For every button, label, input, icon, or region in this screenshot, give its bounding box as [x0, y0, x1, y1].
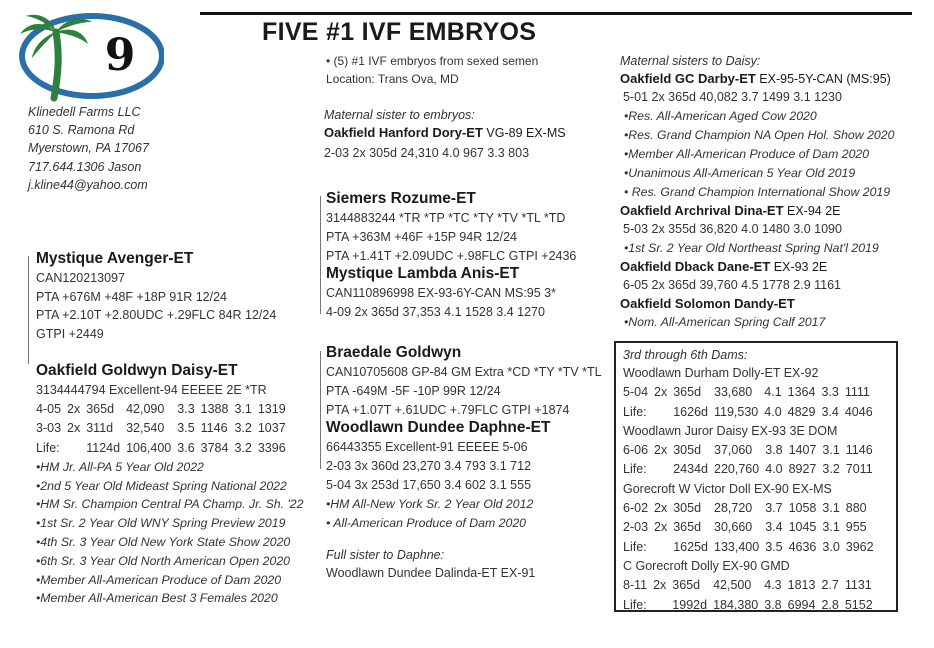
honor-item: • All-American Produce of Dam 2020	[326, 515, 527, 530]
table-row	[36, 419, 292, 438]
lactation-record: 5-04 3x 253d 17,650 3.4 602 3.1 555	[326, 478, 532, 492]
cell: 32,540	[126, 421, 165, 436]
dam-name: Gorecroft W Victor Doll	[623, 481, 751, 496]
cell: 1037	[257, 421, 286, 436]
cell: 1146	[200, 421, 228, 436]
cell: 3962	[845, 539, 874, 554]
cell: 4829	[787, 404, 816, 419]
dam-name: Oakfield Goldwyn Daisy-ET	[36, 362, 238, 379]
section-label: 3rd through 6th Dams:	[623, 348, 748, 362]
cell: 4-05	[36, 402, 62, 416]
cell: 365d	[673, 385, 702, 400]
cell: 2x	[67, 421, 81, 436]
honor-item: •2nd 5 Year Old Mideast Spring National 2022	[36, 478, 287, 493]
honor-item: •HM Sr. Champion Central PA Champ. Jr. Sh. '22	[36, 497, 304, 512]
cell: 42,090	[126, 402, 165, 416]
cell: 3.8	[765, 443, 783, 458]
maternal-sisters-daisy	[620, 52, 894, 332]
cow-class: EX-93 2E	[770, 260, 828, 274]
farm-city: Myerstown, PA 17067	[28, 141, 149, 156]
palm-tree-icon	[20, 15, 92, 98]
cell: 1992d	[672, 597, 708, 612]
table-row	[623, 518, 880, 537]
dam-records	[623, 383, 879, 422]
lactation-record: 2-03 2x 305d 24,310 4.0 967 3.3 803	[324, 146, 530, 160]
cell: 1045	[788, 520, 817, 535]
honor-item: •Member All-American Produce of Dam 2020	[36, 572, 282, 587]
cell: Life:	[36, 440, 60, 455]
sire-name: Braedale Goldwyn	[326, 344, 462, 361]
cell: 119,530	[714, 404, 759, 419]
section-label: Full sister to Daphne:	[326, 548, 445, 562]
honor-item: •HM All-New York Sr. 2 Year Old 2012	[326, 497, 534, 511]
cell: 2x	[654, 520, 668, 535]
cell: 1319	[257, 402, 286, 416]
cell: 2.7	[821, 578, 839, 593]
cell: 2434d	[673, 462, 708, 477]
cell: 2x	[654, 501, 668, 516]
cell: 1626d	[673, 404, 708, 419]
cell: 1058	[788, 501, 817, 516]
cell: 2x	[654, 385, 668, 400]
cell: 1131	[844, 578, 872, 593]
section-label: Maternal sisters to Daisy:	[620, 54, 761, 68]
section-label: Maternal sister to embryos:	[324, 108, 475, 122]
cow-name: Oakfield GC Darby-ET	[620, 71, 756, 86]
cell: 4636	[788, 539, 817, 554]
cell	[653, 596, 672, 615]
cell: 3.5	[765, 539, 783, 554]
dam-name: Woodlawn Dundee Daphne-ET	[326, 419, 551, 436]
cell: 3.7	[765, 501, 783, 516]
cell: 1111	[844, 385, 870, 400]
cell: 3.1	[822, 520, 840, 535]
lactation-record: 5-03 2x 355d 36,820 4.0 1480 3.0 1090	[623, 222, 842, 236]
sire-rozume	[326, 189, 576, 266]
cell: 33,680	[714, 385, 753, 400]
cell: 3.2	[822, 462, 840, 477]
dam-name: Woodlawn Durham Dolly-ET	[623, 366, 781, 380]
cell: 305d	[673, 501, 702, 516]
cell: 3.2	[234, 440, 252, 455]
cow-name: Oakfield Hanford Dory-ET	[324, 125, 483, 140]
cow-class: EX-95-5Y-CAN (MS:95)	[755, 72, 891, 86]
dam-class: EX-93 3E DOM	[747, 423, 838, 438]
sire-pta-type: PTA +1.41T +2.09UDC +.98FLC GTPI +2436	[326, 249, 577, 263]
dam-records	[623, 441, 879, 480]
cow-name: Oakfield Archrival Dina-ET	[620, 203, 784, 218]
dam-records	[623, 499, 880, 557]
table-row	[623, 460, 879, 479]
dam-records	[623, 576, 879, 615]
cell: 880	[845, 501, 867, 516]
table-row	[623, 403, 879, 422]
sire-name: Siemers Rozume-ET	[326, 190, 476, 207]
honor-item: •4th Sr. 3 Year Old New York State Show 2020	[36, 535, 291, 550]
cell: 3.4	[821, 404, 839, 419]
honor-item: •1st Sr. 2 Year Old Northeast Spring Nat'l 2019	[624, 241, 879, 255]
sire-gtpi: GTPI +2449	[36, 326, 104, 341]
cell: 305d	[673, 443, 702, 458]
cell: 5-04	[623, 385, 649, 400]
table-row	[36, 400, 292, 419]
table-row	[623, 538, 880, 557]
honor-item: •Unanimous All-American 5 Year Old 2019	[624, 166, 856, 180]
cell: Life:	[623, 597, 647, 612]
cell	[67, 439, 86, 458]
cell: 365d	[672, 578, 701, 593]
cell: 220,760	[714, 462, 760, 477]
dam-lambda	[326, 264, 556, 322]
dam-name: Woodlawn Juror Daisy	[623, 423, 748, 438]
sire-pta: PTA -649M -5F -10P 99R 12/24	[326, 384, 501, 398]
cell: 1124d	[86, 440, 121, 455]
cow-class: EX-94 2E	[783, 204, 841, 218]
sire-id: CAN10705608 GP-84 GM Extra *CD *TY *TV *TL	[326, 365, 602, 379]
intro-block	[326, 52, 538, 88]
cell: 4046	[844, 404, 873, 419]
dam-daisy	[36, 361, 304, 608]
cell: 2.8	[821, 597, 839, 612]
farm-email: j.kline44@yahoo.com	[28, 177, 148, 192]
cell: 7011	[845, 462, 873, 477]
cell: 1364	[787, 385, 816, 400]
cell: 1407	[788, 443, 817, 458]
lactation-record: 5-01 2x 365d 40,082 3.7 1499 3.1 1230	[623, 90, 842, 104]
sire-id: CAN120213097	[36, 271, 125, 285]
sire-pta: PTA +676M +48F +18P 91R 12/24	[36, 289, 227, 304]
cell: 5152	[844, 597, 873, 612]
cell: 37,060	[714, 443, 753, 458]
cell: Life:	[623, 404, 647, 419]
table-row	[623, 441, 879, 460]
cell: 3784	[200, 440, 229, 455]
cow-name: Oakfield Solomon Dandy-ET	[620, 296, 795, 311]
cell	[654, 460, 673, 479]
honor-item: •6th Sr. 3 Year Old North American Open 2020	[36, 553, 291, 568]
dam-class: EX-90 EX-MS	[750, 481, 832, 496]
cell: 28,720	[714, 501, 753, 516]
sire-pta-type: PTA +2.10T +2.80UDC +.29FLC 84R 12/24	[36, 308, 277, 322]
table-row	[623, 576, 879, 595]
dam-name: Mystique Lambda Anis-ET	[326, 265, 520, 282]
cow-name: Oakfield Dback Dane-ET	[620, 259, 771, 274]
cell: 3-03	[36, 421, 62, 436]
full-sister-daphne	[326, 546, 535, 583]
cell: 184,380	[713, 597, 759, 612]
cell: 6-06	[623, 443, 649, 458]
dam-daphne	[326, 418, 550, 533]
cell: 4.0	[765, 462, 783, 477]
dams-block	[623, 347, 880, 615]
cell: 8-11	[623, 578, 648, 593]
cell: 955	[845, 520, 867, 535]
farm-logo	[14, 10, 164, 102]
cell	[654, 403, 673, 422]
table-row	[623, 596, 879, 615]
cell: 3.3	[177, 402, 195, 416]
pedigree-line	[320, 351, 321, 469]
honor-item: •Res. Grand Champion NA Open Hol. Show 2020	[624, 128, 895, 142]
cell: 3.0	[822, 539, 840, 554]
sire-pta: PTA +363M +46F +15P 94R 12/24	[326, 230, 517, 244]
full-sister-name: Woodlawn Dundee Dalinda-ET EX-91	[326, 566, 536, 580]
honor-item: •HM Jr. All-PA 5 Year Old 2022	[36, 459, 204, 474]
honor-item: •Member All-American Best 3 Females 2020	[36, 591, 278, 606]
cell: 4.1	[764, 385, 782, 400]
cell: 8927	[788, 462, 817, 477]
cell: 2-03	[623, 520, 649, 535]
cell: 311d	[86, 421, 114, 436]
farm-phone: 717.644.1306 Jason	[28, 159, 142, 174]
farm-street: 610 S. Ramona Rd	[28, 123, 135, 138]
cell: 1813	[787, 578, 816, 593]
sire-braedale	[326, 343, 602, 420]
cell: 3.1	[822, 501, 840, 516]
cell: 6994	[787, 597, 816, 612]
intro-location: Location: Trans Ova, MD	[326, 72, 459, 86]
logo-number: 9	[104, 30, 136, 81]
dam-reg: 66443355 Excellent-91 EEEEE 5-06	[326, 440, 528, 454]
sire-pta-type: PTA +1.07T +.61UDC +.79FLC GTPI +1874	[326, 403, 570, 417]
dam-records	[36, 400, 292, 458]
dam-class: CAN110896998 EX-93-6Y-CAN MS:95 3*	[326, 286, 556, 300]
cell: 6-02	[623, 501, 649, 516]
cell: 1388	[200, 402, 229, 416]
honor-item: •Member All-American Produce of Dam 2020	[624, 147, 870, 161]
sire-avenger	[36, 249, 276, 343]
cell: 106,400	[126, 440, 172, 455]
sire-name: Mystique Avenger-ET	[36, 250, 194, 267]
dam-class: EX-92	[780, 366, 819, 380]
cell: 3.2	[234, 421, 252, 436]
cell: 3.6	[177, 440, 195, 455]
cell: 4.3	[764, 578, 782, 593]
lactation-record: 6-05 2x 365d 39,760 4.5 1778 2.9 1161	[623, 278, 842, 292]
cell: 1146	[845, 443, 873, 458]
cell: 3396	[257, 440, 286, 455]
cell: 3.3	[821, 385, 839, 400]
cell: 365d	[86, 402, 115, 416]
cell: 133,400	[714, 539, 760, 554]
cell: 3.4	[765, 520, 783, 535]
dam-name: C Gorecroft Dolly	[623, 558, 719, 573]
honor-item: •Res. All-American Aged Cow 2020	[624, 109, 817, 123]
pedigree-line	[28, 256, 29, 364]
cow-class: VG-89 EX-MS	[482, 126, 566, 140]
dam-class: EX-90 GMD	[718, 558, 790, 573]
cell: 2x	[67, 402, 81, 416]
cell: 2x	[654, 443, 668, 458]
cell: Life:	[623, 539, 647, 554]
cell: 3.1	[822, 443, 840, 458]
cell: 3.5	[177, 421, 195, 436]
cell: 3.8	[764, 597, 782, 612]
lactation-record: 4-09 2x 365d 37,353 4.1 1528 3.4 1270	[326, 305, 545, 319]
cell	[654, 538, 673, 557]
cell: 4.0	[764, 404, 782, 419]
page-title: FIVE #1 IVF EMBRYOS	[262, 18, 537, 46]
cell: 42,500	[713, 578, 752, 593]
header-rule	[200, 12, 912, 15]
table-row	[623, 383, 879, 402]
intro-line: • (5) #1 IVF embryos from sexed semen	[326, 54, 539, 68]
cell: 1625d	[673, 539, 708, 554]
cell: 2x	[653, 578, 667, 593]
cell: Life:	[623, 462, 647, 477]
cell: 3.1	[234, 402, 252, 416]
cell: 365d	[673, 520, 702, 535]
lactation-record: 2-03 3x 360d 23,270 3.4 793 3.1 712	[326, 459, 532, 473]
table-row	[623, 499, 880, 518]
honor-item: •Nom. All-American Spring Calf 2017	[624, 315, 826, 329]
farm-info	[28, 103, 149, 194]
maternal-sister-embryos	[324, 106, 566, 163]
honor-item: •1st Sr. 2 Year Old WNY Spring Preview 2019	[36, 516, 286, 531]
cell: 30,660	[714, 520, 753, 535]
farm-name: Klinedell Farms LLC	[28, 105, 141, 119]
sire-id: 3144883244 *TR *TP *TC *TY *TV *TL *TD	[326, 211, 566, 225]
honor-item: • Res. Grand Champion International Show 2019	[624, 185, 891, 199]
dam-reg: 3134444794 Excellent-94 EEEEE 2E *TR	[36, 383, 267, 397]
table-row	[36, 439, 292, 458]
pedigree-line	[320, 196, 321, 314]
